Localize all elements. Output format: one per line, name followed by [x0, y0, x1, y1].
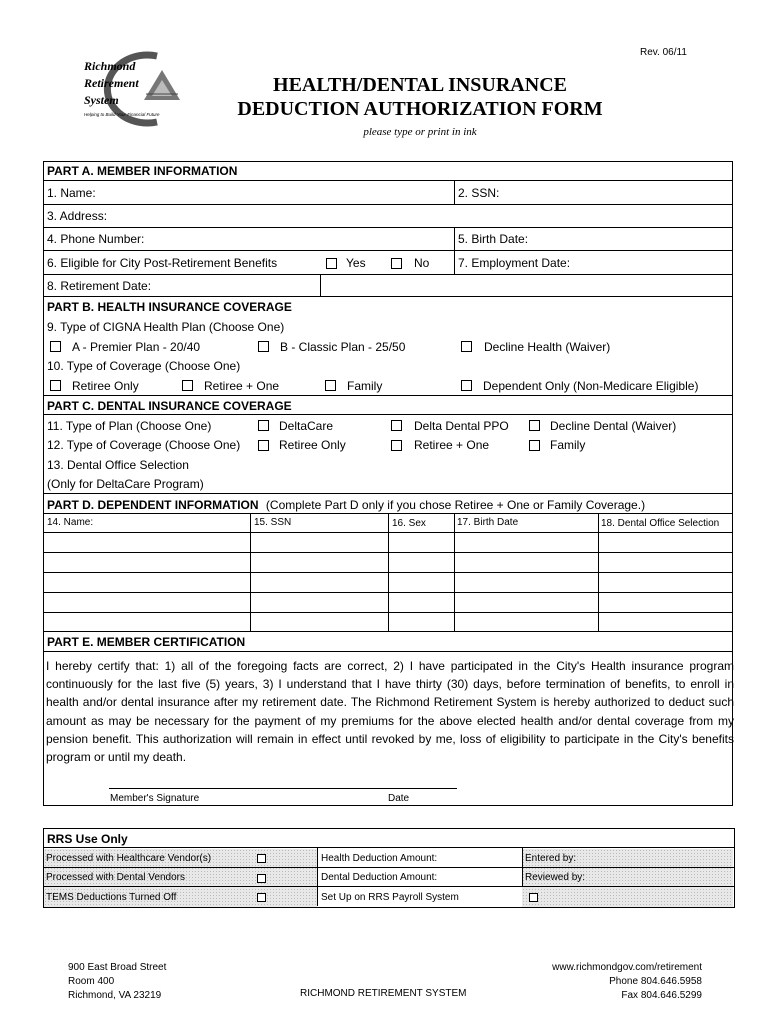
- rrs-use-only-box: [43, 828, 735, 908]
- retirement-date-field[interactable]: 8. Retirement Date:: [47, 279, 152, 293]
- part-d-header: [47, 498, 645, 512]
- health-coverage-question: 10. Type of Coverage (Choose One): [47, 359, 241, 373]
- dental-office-note: (Only for DeltaCare Program): [47, 477, 204, 491]
- revision-label: Rev. 06/11: [640, 47, 687, 58]
- table-row[interactable]: [44, 572, 732, 573]
- part-e-heading: PART E. MEMBER CERTIFICATION: [47, 635, 246, 649]
- table-row[interactable]: [44, 631, 732, 632]
- employment-date-field[interactable]: 7. Employment Date:: [458, 256, 571, 270]
- entered-by[interactable]: Entered by:: [525, 853, 577, 864]
- part-d-heading: PART D. DEPENDENT INFORMATION: [47, 498, 259, 512]
- ssn-field[interactable]: 2. SSN:: [458, 186, 500, 200]
- table-row[interactable]: [44, 532, 732, 533]
- footer-fax: Fax 804.646.5299: [621, 990, 702, 1001]
- rrs-heading: RRS Use Only: [47, 832, 128, 846]
- dental-vendors-checkbox[interactable]: [257, 874, 266, 883]
- premier-plan-label: A - Premier Plan - 20/40: [72, 340, 201, 354]
- health-retiree-only-label: Retiree Only: [72, 379, 139, 393]
- form-title-line2: DEDUCTION AUTHORIZATION FORM: [237, 98, 603, 120]
- col-name-header: 14. Name:: [47, 517, 94, 528]
- signature-label: Member's Signature: [110, 793, 200, 804]
- table-row[interactable]: [44, 612, 732, 613]
- part-c-heading: PART C. DENTAL INSURANCE COVERAGE: [47, 399, 292, 413]
- decline-dental-label: Decline Dental (Waiver): [550, 419, 677, 433]
- footer-phone: Phone 804.646.5958: [609, 976, 702, 987]
- main-form: [43, 161, 733, 806]
- logo-tagline: Helping to Build Your Financial Future: [84, 112, 160, 117]
- part-a-heading: PART A. MEMBER INFORMATION: [47, 164, 238, 178]
- health-family-label: Family: [347, 379, 383, 393]
- dental-retiree-only-checkbox[interactable]: [258, 440, 269, 451]
- delta-ppo-checkbox[interactable]: [391, 420, 402, 431]
- health-retiree-only-checkbox[interactable]: [50, 380, 61, 391]
- eligible-yes-label: Yes: [346, 256, 366, 270]
- name-field[interactable]: 1. Name:: [47, 186, 96, 200]
- dental-retiree-only-label: Retiree Only: [279, 438, 346, 452]
- address-field[interactable]: 3. Address:: [47, 209, 108, 223]
- tems-deductions-checkbox[interactable]: [257, 893, 266, 902]
- dental-deduction-amount[interactable]: Dental Deduction Amount:: [321, 872, 438, 883]
- health-retiree-one-label: Retiree + One: [204, 379, 280, 393]
- reviewed-by[interactable]: Reviewed by:: [525, 872, 586, 883]
- dental-vendors-label: Processed with Dental Vendors: [46, 872, 185, 883]
- healthcare-vendor-label: Processed with Healthcare Vendor(s): [46, 853, 212, 864]
- eligible-label: 6. Eligible for City Post-Retirement Benefits: [47, 256, 278, 270]
- healthcare-vendor-checkbox[interactable]: [257, 854, 266, 863]
- phone-field[interactable]: 4. Phone Number:: [47, 232, 145, 246]
- dental-family-checkbox[interactable]: [529, 440, 540, 451]
- form-subtitle: please type or print in ink: [363, 126, 477, 138]
- footer-org-name: RICHMOND RETIREMENT SYSTEM: [300, 988, 467, 999]
- dependent-only-label: Dependent Only (Non-Medicare Eligible): [483, 379, 699, 393]
- dental-retiree-one-label: Retiree + One: [414, 438, 490, 452]
- logo-text-line1: Richmond: [84, 59, 136, 73]
- footer-contact: [552, 961, 702, 1003]
- health-family-checkbox[interactable]: [325, 380, 336, 391]
- health-deduction-amount[interactable]: Health Deduction Amount:: [321, 853, 438, 864]
- table-row[interactable]: [44, 592, 732, 593]
- premier-plan-checkbox[interactable]: [50, 341, 61, 352]
- table-row[interactable]: [44, 552, 732, 553]
- birth-date-field[interactable]: 5. Birth Date:: [458, 232, 529, 246]
- logo-text-line3: System: [84, 93, 119, 107]
- tems-deductions-label: TEMS Deductions Turned Off: [46, 892, 177, 903]
- footer-address-line1: 900 East Broad Street: [68, 962, 167, 973]
- dependent-only-checkbox[interactable]: [461, 380, 472, 391]
- payroll-setup-label: Set Up on RRS Payroll System: [321, 892, 459, 903]
- col-sex-header: 16. Sex: [392, 518, 426, 529]
- dental-office-question: 13. Dental Office Selection: [47, 458, 189, 472]
- col-dental-office-header: 18. Dental Office Selection: [601, 518, 720, 529]
- eligible-yes-checkbox[interactable]: [326, 258, 337, 269]
- footer-address-line2: Room 400: [68, 976, 115, 987]
- dental-plan-question: 11. Type of Plan (Choose One): [47, 419, 212, 433]
- certification-text: I hereby certify that: 1) all of the foregoing facts are correct, 2) I have participated in the City's Health insurance program continuously for the last five (5) years, 3) I understand that I have thirty (30) days, before termination of benefits, to enroll in health and/or dental insurance after my retirement date. The Richmond Retirement System is hereby authorized to deduct such amount as may be necessary for the payment of my premiums for the above elected health and/or dental coverage from my pension benefit. This authorization will remain in effect until revoked by me, loss of eligibility to participate in the City's benefits program or until my death.: [46, 659, 734, 765]
- health-retiree-one-checkbox[interactable]: [182, 380, 193, 391]
- dental-family-label: Family: [550, 438, 586, 452]
- col-birth-date-header: 17. Birth Date: [457, 517, 519, 528]
- dental-retiree-one-checkbox[interactable]: [391, 440, 402, 451]
- decline-dental-checkbox[interactable]: [529, 420, 540, 431]
- date-label: Date: [388, 793, 410, 804]
- col-ssn-header: 15. SSN: [254, 517, 292, 528]
- footer-website: www.richmondgov.com/retirement: [552, 962, 702, 973]
- decline-health-checkbox[interactable]: [461, 341, 472, 352]
- classic-plan-label: B - Classic Plan - 25/50: [280, 340, 406, 354]
- eligible-no-checkbox[interactable]: [391, 258, 402, 269]
- form-title-line1: HEALTH/DENTAL INSURANCE: [273, 74, 567, 96]
- delta-ppo-label: Delta Dental PPO: [414, 419, 509, 433]
- eligible-no-label: No: [414, 256, 430, 270]
- footer-address-line3: Richmond, VA 23219: [68, 990, 162, 1001]
- payroll-setup-checkbox[interactable]: [529, 893, 538, 902]
- logo-text-line2: Retirement: [84, 76, 139, 90]
- deltacare-label: DeltaCare: [279, 419, 334, 433]
- part-b-heading: PART B. HEALTH INSURANCE COVERAGE: [47, 300, 292, 314]
- deltacare-checkbox[interactable]: [258, 420, 269, 431]
- classic-plan-checkbox[interactable]: [258, 341, 269, 352]
- signature-line[interactable]: [109, 788, 457, 789]
- health-plan-question: 9. Type of CIGNA Health Plan (Choose One): [47, 320, 285, 334]
- dental-coverage-question: 12. Type of Coverage (Choose One): [47, 438, 241, 452]
- footer-address: [68, 961, 166, 1003]
- decline-health-label: Decline Health (Waiver): [484, 340, 611, 354]
- part-d-note: (Complete Part D only if you chose Retiree + One or Family Coverage.): [265, 498, 646, 512]
